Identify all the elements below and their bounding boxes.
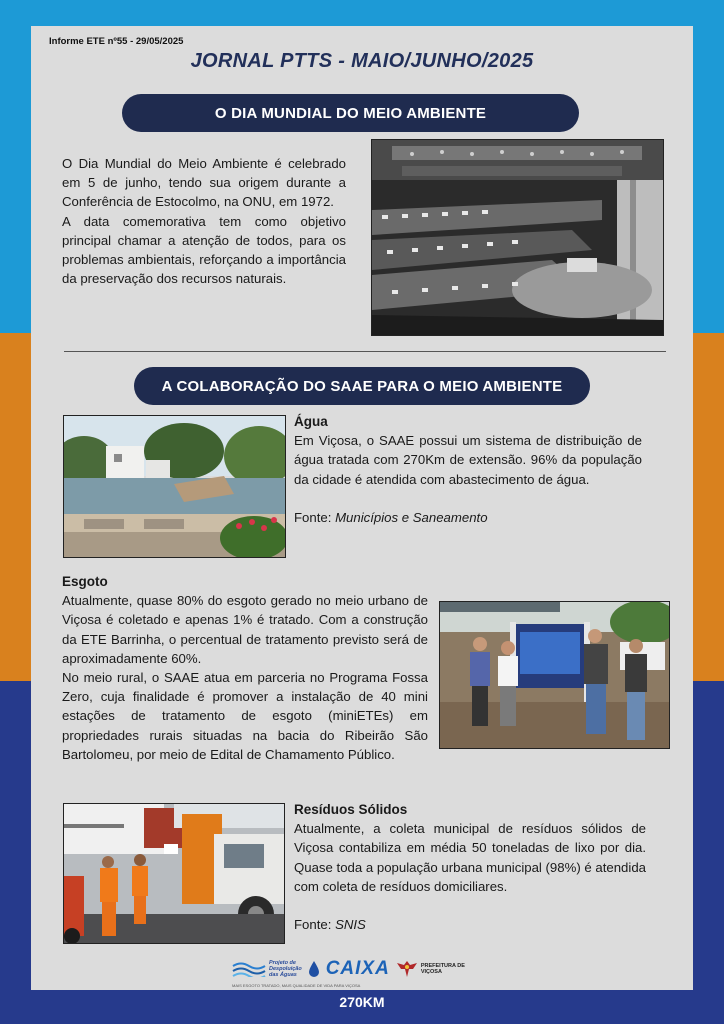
eagle-crest-icon: [396, 959, 418, 979]
sewage-paragraph-2: No meio rural, o SAAE atua em parceria no Programa Fossa Zero, cuja finalidade é promover a instalação de 40 mini estações de tratamento de esgoto (miniETEs) em propriedades rurais situadas na bacia do Ribeirão São Bartolomeu, por meio de Edital de Chamamento Público.: [62, 670, 428, 762]
solid-waste-source: [294, 915, 646, 934]
sewage-section: [62, 572, 428, 764]
solid-waste-heading: Resíduos Sólidos: [294, 802, 408, 817]
environment-day-text: [62, 154, 346, 288]
prefeitura-line-2: VIÇOSA: [420, 969, 442, 975]
section-title-environment-day: O DIA MUNDIAL DO MEIO AMBIENTE: [122, 94, 579, 132]
section-divider: [64, 351, 666, 352]
pda-line-3: das Águas: [269, 972, 297, 978]
conference-hall-photo: [371, 139, 664, 336]
water-source: [294, 508, 642, 527]
footer-label: 270KM: [339, 994, 385, 1010]
projeto-despoluicao-logo: [232, 960, 302, 978]
environment-day-paragraph-2: A data comemorativa tem como objetivo principal chamar a atenção de todos, para os problemas ambientais, reforçando a importância da preservação dos recursos naturais.: [62, 213, 346, 287]
newsletter-page: [31, 26, 693, 990]
pda-line-2: Despoluição: [269, 966, 302, 972]
solid-waste-section: [294, 800, 646, 934]
team-truck-photo: [439, 601, 670, 749]
water-source-prefix: Fonte:: [294, 509, 336, 525]
journal-title: JORNAL PTTS - MAIO/JUNHO/2025: [190, 50, 534, 72]
water-treatment-illustration: [64, 416, 286, 558]
water-text: Em Viçosa, o SAAE possui um sistema de distribuição de água tratada com 270Km de extensão. 96% da população da cidade é atendida com abastecimento de água.: [294, 433, 642, 487]
pda-tagline: MAIS ESGOTO TRATADO, MAIS QUALIDADE DE VIDA PARA VIÇOSA: [232, 983, 361, 988]
pda-line-1: Projeto de: [269, 960, 296, 966]
garbage-collection-illustration: [64, 804, 285, 944]
issue-info: Informe ETE nº55 - 29/05/2025: [49, 36, 184, 47]
water-source-name: Municípios e Saneamento: [335, 509, 488, 525]
sponsor-logos: [232, 954, 492, 984]
conference-hall-illustration: [372, 140, 664, 336]
sewage-paragraph-1: Atualmente, quase 80% do esgoto gerado no meio urbano de Viçosa é coletado e apenas 1% é tratado. Com a construção da ETE Barrinha, o percentual de tratamento previsto será de aproximadamente 60%.: [62, 593, 428, 666]
water-section: [294, 412, 642, 527]
solid-waste-text: Atualmente, a coleta municipal de resíduos sólidos de Viçosa contabiliza em média 50 toneladas de lixo por dia. Quase toda a população urbana municipal (98%) é atendida com coleta de resíduos domiciliares.: [294, 821, 646, 894]
prefeitura-vicosa-logo: [396, 959, 465, 979]
caixa-logo: CAIXA: [325, 958, 390, 979]
solid-waste-source-prefix: Fonte:: [294, 917, 336, 933]
water-waves-icon: [232, 961, 266, 977]
water-heading: Água: [294, 414, 328, 429]
prefeitura-line-1: PREFEITURA DE: [420, 962, 465, 969]
sewage-heading: Esgoto: [62, 574, 108, 589]
solid-waste-source-name: SNIS: [335, 917, 366, 933]
section-title-saae: A COLABORAÇÃO DO SAAE PARA O MEIO AMBIENTE: [134, 367, 590, 405]
water-treatment-photo: [63, 415, 286, 558]
environment-day-paragraph-1: O Dia Mundial do Meio Ambiente é celebrado em 5 de junho, tendo sua origem durante a Conferência de Estocolmo, na ONU, em 1972.: [62, 156, 346, 210]
team-truck-illustration: [440, 602, 670, 749]
garbage-collection-photo: [63, 803, 285, 944]
saae-drop-icon: [308, 960, 320, 978]
